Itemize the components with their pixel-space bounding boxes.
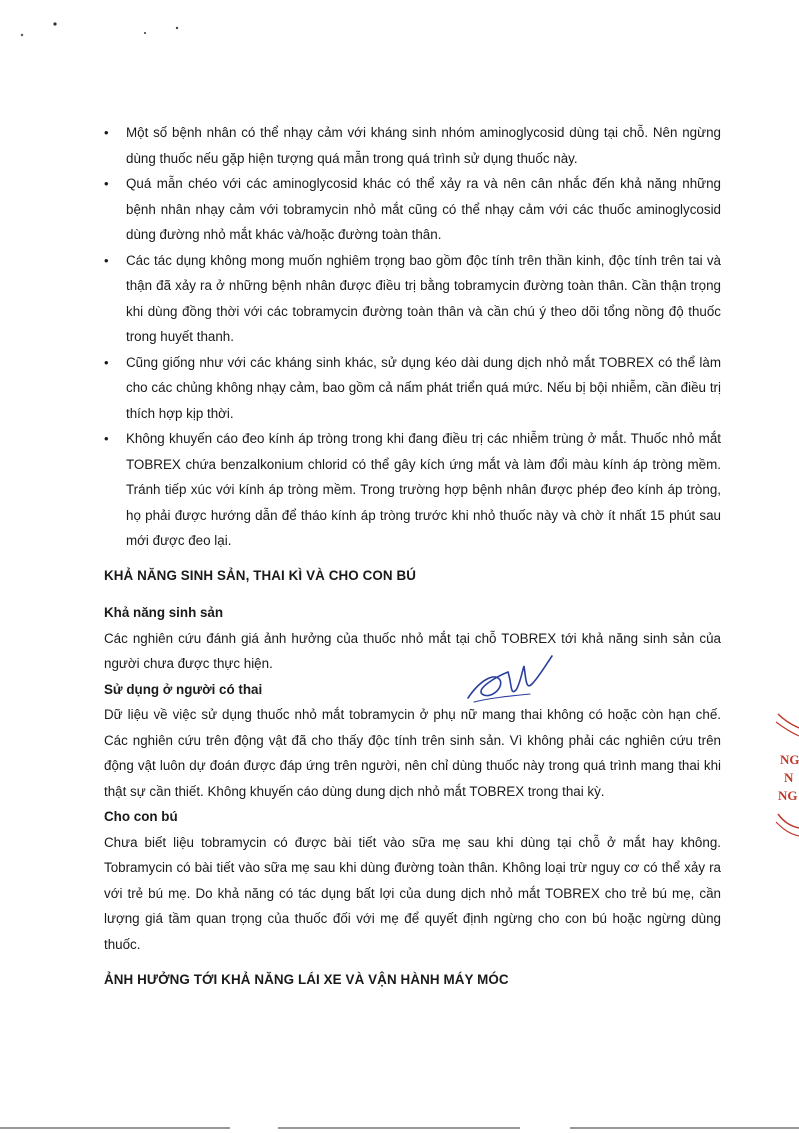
list-item: • Cũng giống như với các kháng sinh khác, sử dụng kéo dài dung dịch nhỏ mắt TOBREX có thể làm cho các chủng không nhạy cảm, bao gồm cả nấm phát triển quá mức. Nếu bị bội nhiễm, cần điều trị thích hợp kịp thời. xyxy=(104,350,721,427)
section-heading-driving: ẢNH HƯỞNG TỚI KHẢ NĂNG LÁI XE VÀ VẬN HÀNH MÁY MÓC xyxy=(104,972,509,987)
section-heading-fertility: KHẢ NĂNG SINH SẢN, THAI KÌ VÀ CHO CON BÚ xyxy=(104,567,416,583)
list-item: • Các tác dụng không mong muốn nghiêm trọng bao gồm độc tính trên thần kinh, độc tính trên tai và thận đã xảy ra ở những bệnh nhân được điều trị bằng tobramycin đường toàn thân. Cần thận trọng khi dùng đồng thời với các tobramycin đường toàn thân và cần chú ý theo dõi tổng nồng độ thuốc trong huyết thanh. xyxy=(104,248,721,350)
stamp-text-line: NG xyxy=(778,788,798,803)
subheading-breastfeeding: Cho con bú xyxy=(104,809,178,824)
list-item: • Không khuyến cáo đeo kính áp tròng trong khi đang điều trị các nhiễm trùng ở mắt. Thuốc nhỏ mắt TOBREX chứa benzalkonium chlorid có thể gây kích ứng mắt và làm đổi màu kính áp tròng mềm. Tránh tiếp xúc với kính áp tròng mềm. Trong trường hợp bệnh nhân được phép đeo kính áp tròng, họ phải được hướng dẫn để tháo kính áp tròng trước khi nhỏ thuốc này và chờ ít nhất 15 phút sau mới được đeo lại. xyxy=(104,426,721,554)
footer-rule xyxy=(0,1125,799,1133)
list-item: • Quá mẫn chéo với các aminoglycosid khác có thể xảy ra và nên cân nhắc đến khả năng những bệnh nhân nhạy cảm với tobramycin nhỏ mắt cũng có thể nhạy cảm với các thuốc aminoglycosid dùng đường nhỏ mắt khác và/hoặc đường toàn thân. xyxy=(104,171,721,248)
stamp-text-line: N xyxy=(784,770,794,785)
scan-specks xyxy=(0,0,200,50)
subheading-pregnancy: Sử dụng ở người có thai xyxy=(104,681,263,697)
paragraph-pregnancy: Dữ liệu về việc sử dụng thuốc nhỏ mắt tobramycin ở phụ nữ mang thai không có hoặc còn hạn chế. Các nghiên cứu trên động vật đã cho thấy độc tính trên sinh sản. Vì không phải các nghiên cứu trên động vật luôn dự đoán được đáp ứng trên người, nên chỉ dùng thuốc này trong quá trình mang thai khi thật sự cần thiết. Không khuyến cáo dùng dung dịch nhỏ mắt TOBREX trong thai kỳ. xyxy=(104,707,721,799)
list-item: • Một số bệnh nhân có thể nhạy cảm với kháng sinh nhóm aminoglycosid dùng tại chỗ. Nên ngừng dùng thuốc nếu gặp hiện tượng quá mẫn trong quá trình sử dụng thuốc này. xyxy=(104,120,721,171)
handwritten-signature xyxy=(460,650,570,720)
paragraph-breastfeeding: Chưa biết liệu tobramycin có được bài tiết vào sữa mẹ sau khi dùng tại chỗ ở mắt hay không. Tobramycin có bài tiết vào sữa mẹ sau khi dùng đường toàn thân. Không loại trừ nguy cơ có thể xảy ra với trẻ bú mẹ. Do khả năng có tác dụng bất lợi của dung dịch nhỏ mắt TOBREX cho trẻ bú mẹ, cần lượng giá tầm quan trọng của thuốc đối với mẹ để quyết định ngừng cho con bú hoặc ngừng dùng thuốc. xyxy=(104,834,721,952)
precautions-list xyxy=(104,120,721,554)
stamp-text-line: NG xyxy=(780,752,799,767)
document-content xyxy=(104,120,721,993)
official-stamp xyxy=(760,710,799,840)
paragraph-fertility: Các nghiên cứu đánh giá ảnh hưởng của thuốc nhỏ mắt tại chỗ TOBREX tới khả năng sinh sản của người chưa được thực hiện. xyxy=(104,630,721,671)
subheading-fertility: Khả năng sinh sản xyxy=(104,605,224,620)
